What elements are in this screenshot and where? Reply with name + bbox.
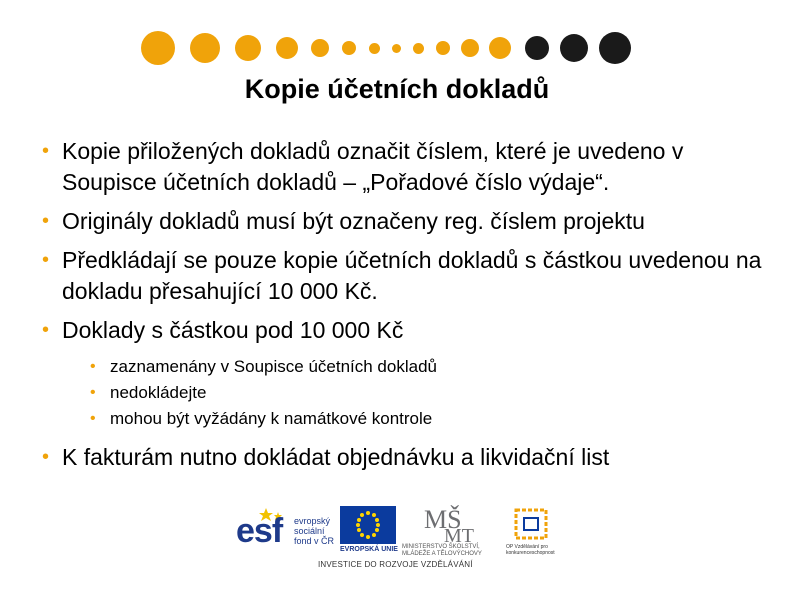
bullet-item <box>42 245 782 307</box>
bullet-icon: • <box>42 319 50 341</box>
bullet-icon: • <box>90 358 96 375</box>
sub-bullet-item <box>90 380 782 406</box>
decorative-dot <box>599 32 631 64</box>
svg-text:MT: MT <box>444 525 474 544</box>
bullet-item <box>42 136 782 198</box>
esf-logo <box>236 506 290 552</box>
op-caption: OP Vzdělávání pro konkurenceschopnost <box>506 544 555 556</box>
sub-bullet-item <box>90 406 782 432</box>
msmt-logo-icon <box>402 502 492 544</box>
svg-text:MŠ: MŠ <box>424 505 462 534</box>
decorative-dot <box>190 33 220 63</box>
bullet-text: K fakturám nutno dokládat objednávku a likvidační list <box>62 444 610 470</box>
bullet-icon: • <box>90 384 96 401</box>
decorative-dot <box>525 36 549 60</box>
bullet-icon: • <box>90 410 96 427</box>
eu-caption: EVROPSKÁ UNIE <box>340 546 398 553</box>
bullet-icon: • <box>42 140 50 162</box>
tagline: INVESTICE DO ROZVOJE VZDĚLÁVÁNÍ <box>318 560 473 569</box>
bullet-icon: • <box>42 446 50 468</box>
esf-wordmark: esf <box>236 512 283 550</box>
bullet-item <box>42 206 782 237</box>
slide-title: Kopie účetních dokladů <box>244 74 550 104</box>
decorative-dot <box>311 39 329 57</box>
sub-bullet-list <box>42 354 782 432</box>
decorative-dot <box>392 44 401 53</box>
op-logo-icon <box>508 504 558 544</box>
decorative-dot <box>235 35 261 61</box>
decorative-dot <box>276 37 298 59</box>
logo-strip <box>236 502 576 574</box>
sub-bullet-item <box>90 354 782 380</box>
decorative-dot <box>489 37 511 59</box>
decorative-dot-row <box>0 0 794 80</box>
op-logo <box>508 504 558 544</box>
bullet-list <box>42 136 782 481</box>
bullet-icon: • <box>42 210 50 232</box>
decorative-dot <box>436 41 450 55</box>
bullet-text: Kopie přiložených dokladů označit číslem, které je uvedeno v Soupisce účetních dokladů – „Pořadové číslo výdaje“. <box>62 138 684 195</box>
decorative-dot <box>413 43 424 54</box>
decorative-dot <box>369 43 380 54</box>
sub-bullet-text: zaznamenány v Soupisce účetních dokladů <box>110 357 437 376</box>
bullet-icon: • <box>42 249 50 271</box>
bullet-item <box>42 442 782 473</box>
decorative-dot <box>141 31 175 65</box>
sub-bullet-text: mohou být vyžádány k namátkové kontrole <box>110 409 433 428</box>
bullet-text: Originály dokladů musí být označeny reg. číslem projektu <box>62 208 645 234</box>
decorative-dot <box>342 41 356 55</box>
decorative-dot <box>461 39 479 57</box>
bullet-item <box>42 315 782 346</box>
msmt-caption: MINISTERSTVO ŠKOLSTVÍ, MLÁDEŽE A TĚLOVÝCHOVY <box>402 544 482 557</box>
sub-bullet-text: nedokládejte <box>110 383 207 402</box>
eu-flag-icon <box>340 506 396 544</box>
esf-subtitle: evropský sociální fond v ČR <box>294 516 335 546</box>
bullet-text: Doklady s částkou pod 10 000 Kč <box>62 317 404 343</box>
decorative-dot <box>560 34 588 62</box>
msmt-logo <box>402 502 492 544</box>
bullet-text: Předkládají se pouze kopie účetních dokladů s částkou uvedenou na dokladu přesahující 10 000 Kč. <box>62 247 762 304</box>
